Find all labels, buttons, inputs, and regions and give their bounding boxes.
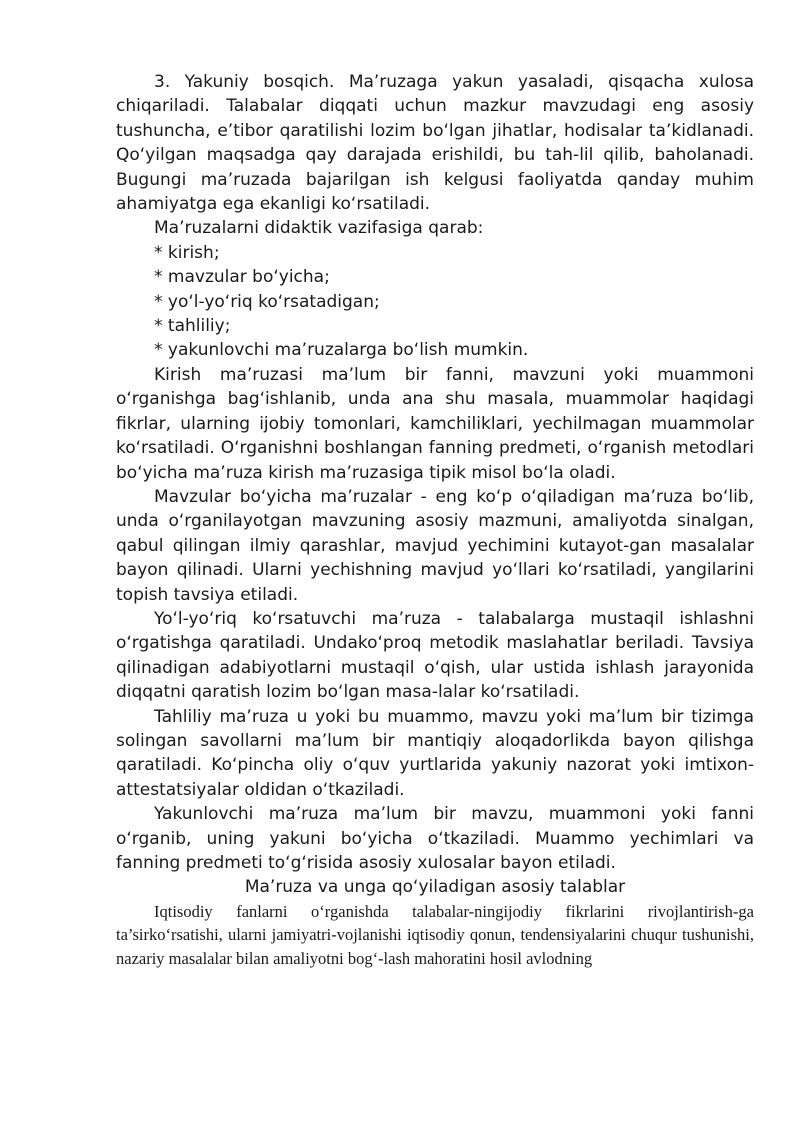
paragraph-lecture-types-intro: Ma’ruzalarni didaktik vazifasiga qarab: — [154, 218, 484, 239]
paragraph-final-lecture: Yakunlovchi ma’ruza ma’lum bir mavzu, muammoni yoki fanni o‘rganib, uning yakuni bo‘yicha o‘tkaziladi. Muammo yechimlari va fanning predmeti to‘g‘risida asosiy xulosalar bayon etiladi. — [116, 804, 754, 873]
section-heading: Ma’ruza va unga qo‘yiladigan asosiy talablar — [244, 877, 626, 898]
list-item: * kirish; — [154, 242, 220, 263]
list-item: * yakunlovchi ma’ruzalarga bo‘lish mumkin. — [154, 340, 529, 361]
paragraph-introductory-lecture: Kirish ma’ruzasi ma’lum bir fanni, mavzuni yoki muammoni o‘rganishga bag‘ishlanib, unda ana shu masala, muammolar haqidagi fikrlar, ularning ijobiy tomonlari, kamchiliklari, yechilmagan muammolar ko‘rsatiladi. O‘rganishni boshlangan fanning predmeti, o‘rganish metodlari bo‘yicha ma’ruza kirish ma’ruzasiga tipik misol bo‘la oladi. — [116, 364, 754, 483]
paragraph-guidance-lecture: Yo‘l-yo‘riq ko‘rsatuvchi ma’ruza - talabalarga mustaqil ishlashni o‘rgatishga qaratiladi. Undako‘proq metodik maslahatlar beriladi. Tavsiya qilinadigan adabiyotlarni mustaqil o‘qish, ular ustida ishlash jarayonida diqqatni qaratish lozim bo‘lgan masa-lalar ko‘rsatiladi. — [116, 608, 754, 703]
lecture-types-list — [116, 241, 754, 363]
list-item: * yo‘l-yo‘riq ko‘rsatadigan; — [154, 291, 380, 312]
paragraph-analytical-lecture: Tahliliy ma’ruza u yoki bu muammo, mavzu yoki ma’lum bir tizimga solingan savollarni ma’lum bir mantiqiy aloqadorlikda bayon qilishga qaratiladi. Ko‘pincha oliy o‘quv yurtlarida yakuniy nazorat yoki imtixon-attestatsiyalar oldidan o‘tkaziladi. — [116, 706, 754, 800]
document-page — [116, 70, 754, 970]
paragraph-topic-lectures: Mavzular bo‘yicha ma’ruzalar - eng ko‘p o‘qiladigan ma’ruza bo‘lib, unda o‘rganilayotgan mavzuning asosiy mazmuni, amaliyotda sinalgan, qabul qilingan ilmiy qarashlar, mavjud yechimini kutayot-gan masalalar bayon qilinadi. Ularni yechishning mavjud yo‘llari ko‘rsatiladi, yangilarini topish tavsiya etiladi. — [116, 486, 754, 605]
paragraph-economic-disciplines: Iqtisodiy fanlarni o‘rganishda talabalar-ningijodiy fikrlarini rivojlantirish-ga ta’sirko‘rsatishi, ularni jamiyatri-vojlanishi iqtisodiy qonun, tendensiyalarini chuqur tushunishi, nazariy masalalar bilan amaliyotni bog‘-lash mahoratini hosil avlodning — [116, 901, 754, 968]
list-item: * mavzular bo‘yicha; — [154, 267, 330, 288]
paragraph-final-stage: 3. Yakuniy bosqich. Ma’ruzaga yakun yasaladi, qisqacha xulosa chiqariladi. Talabalar diqqati uchun mazkur mavzudagi eng asosiy tushuncha, e’tibor qaratilishi lozim bo‘lgan jihatlar, hodisalar ta’kidlanadi. Qo‘yilgan maqsadga qay darajada erishildi, bu tah-lil qilib, baholanadi. Bugungi ma’ruzada bajarilgan ish kelgusi faoliyatda qanday muhim ahamiyatga ega ekanligi ko‘rsatiladi. — [116, 72, 754, 215]
list-item: * tahliliy; — [154, 316, 231, 337]
